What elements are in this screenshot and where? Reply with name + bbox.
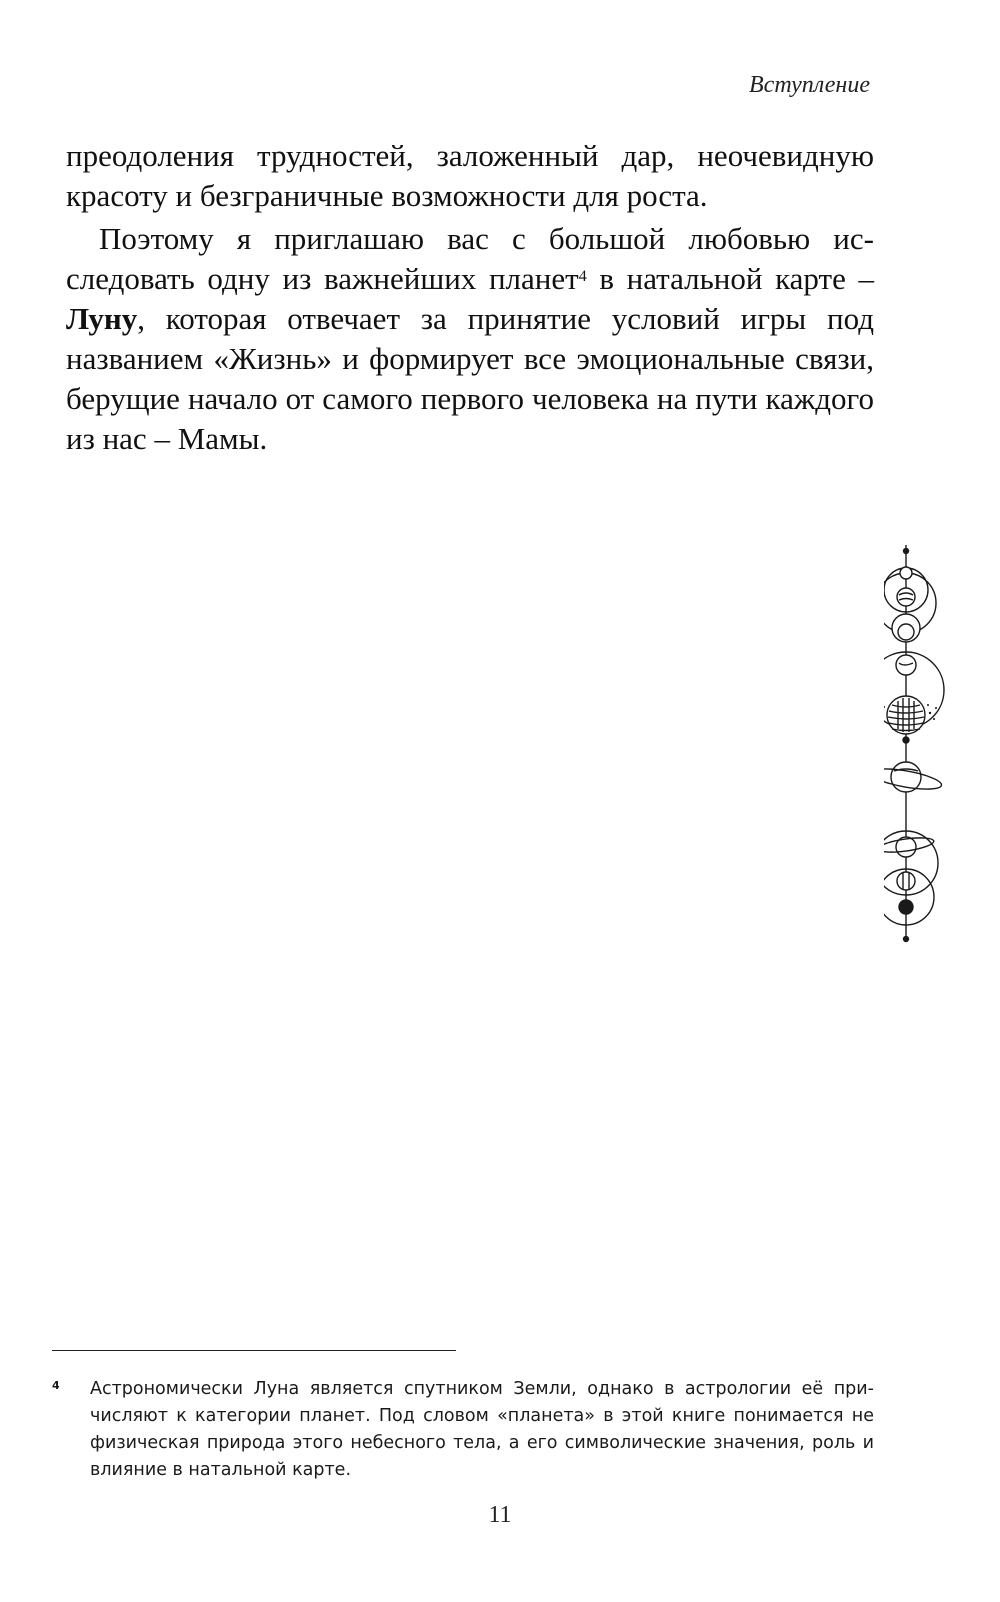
paragraph-1 xyxy=(66,136,874,216)
paragraph-1-text: преодоления трудностей, заложенный дар, неочевидную красоту и безграничные возможности для роста. xyxy=(66,138,874,213)
footnote-text: Астрономически Луна является спутником Земли, однако в астрологии её причисляют к категории планет. Под словом «планета» в этой книге понимается не физическая природа этого небесного тела, а его символические значения, роль и влияние в натальной карте. xyxy=(90,1379,874,1480)
moon-term: Луну xyxy=(66,301,138,336)
footnote-marker: 4 xyxy=(52,1379,60,1392)
footnote-rule xyxy=(52,1350,456,1351)
footnote-reference[interactable]: 4 xyxy=(578,268,587,285)
planets-chain-icon xyxy=(884,545,984,965)
running-head: Вступление xyxy=(749,72,870,98)
paragraph-2-text-c: , которая отвечает за принятие условий игры под названием «Жизнь» и формирует все эмоциональные связи, берущие начало от самого первого человека на пути каждого из нас – Мамы. xyxy=(66,301,874,456)
paragraph-2-text-b: в натальной карте – xyxy=(586,261,874,296)
page-number: 11 xyxy=(488,1502,512,1528)
footnote xyxy=(52,1376,874,1484)
body-text xyxy=(66,136,874,459)
paragraph-2 xyxy=(66,219,874,459)
paragraph-2-text-a: Поэтому я приглашаю вас с большой любовью исследовать одну из важнейших планет xyxy=(66,221,874,296)
